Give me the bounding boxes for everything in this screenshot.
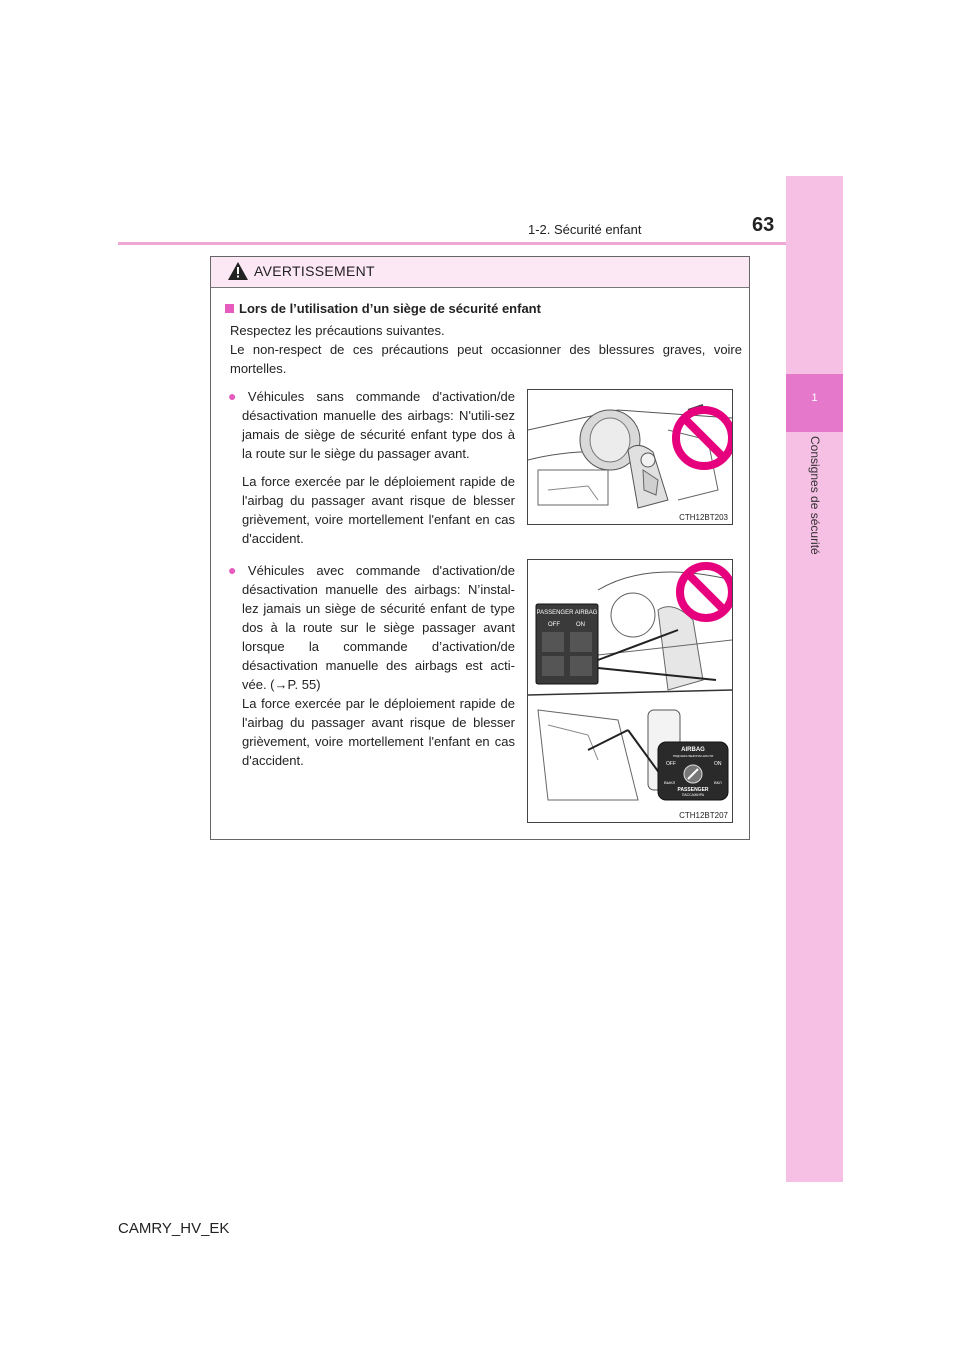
page-number: 63: [752, 214, 775, 236]
switch-bottom: PASSENGER: [677, 787, 709, 793]
figure-code: CTH12BT203: [679, 513, 728, 522]
panel-on: ON: [576, 622, 585, 628]
panel-off: OFF: [548, 622, 560, 628]
warning-title: AVERTISSEMENT: [254, 263, 375, 279]
switch-off-ru: ВЫКЛ: [664, 780, 676, 785]
switch-on-ru: ВКЛ: [714, 780, 722, 785]
switch-on: ON: [714, 761, 722, 767]
prohibited-slash: [685, 419, 723, 457]
switch-top: AIRBAG: [681, 747, 705, 753]
side-tab-label: Consignes de sécurité: [808, 436, 822, 555]
bullet-item-1: [228, 387, 515, 548]
side-tab: [786, 176, 843, 1182]
sub-heading-text: Lors de l’utilisation d’un siège de sécurité enfant: [239, 301, 541, 316]
warning-triangle-icon: [228, 262, 248, 280]
bullet-2-detail: La force exercée par le déploiement rapide de l'airbag du passager avant risque de blesser grièvement, voire mortellement l'enfant en cas d'accident.: [242, 696, 515, 768]
bullet-2-text: Véhicules avec commande d'activation/de désactivation manuelle des airbags: N’instal-lez jamais un siège de sécurité enfant de type dos à la route sur le siège passager avant lorsque la commande d’activation/de désactivation manuelle des airbags est acti-vée. (→P. 55): [242, 563, 515, 692]
header-rule: [118, 242, 786, 245]
prohibited-slash: [688, 574, 724, 610]
switch-top-ru: ПОДУШКА БЕЗОПАСНОСТИ: [672, 754, 714, 758]
bullet-1-text: Véhicules sans commande d'activation/de désactivation manuelle des airbags: N'utili-sez jamais de siège de sécurité enfant type dos à la route sur le siège du passager avant.: [242, 389, 515, 461]
warning-box: [210, 256, 750, 840]
intro-line-1: Respectez les précautions suivantes.: [230, 323, 445, 338]
sub-heading: [225, 301, 541, 316]
bullet-item-2: [228, 561, 515, 770]
warning-header: [211, 257, 749, 288]
figure-airbag-rear-facing-seat: [527, 389, 733, 525]
bullet-1-detail: La force exercée par le déploiement rapide de l'airbag du passager avant risque de blesser grièvement, voire mortellement l'enfant en cas d'accident.: [242, 474, 515, 546]
round-bullet-icon: ●: [228, 388, 245, 404]
square-bullet-icon: [225, 304, 234, 313]
side-tab-number: [786, 374, 843, 432]
round-bullet-icon: ●: [228, 562, 245, 578]
switch-bottom-ru: ПАССАЖИРА: [681, 793, 705, 797]
switch-off: OFF: [666, 761, 676, 767]
side-tab-number-label: 1: [811, 392, 818, 404]
figure-code: CTH12BT207: [679, 811, 728, 820]
intro-text: [230, 321, 742, 378]
intro-line-2: Le non-respect de ces précautions peut occasionner des blessures graves, voire mortelles.: [230, 342, 742, 376]
illustration-passenger-airbag-switch: [528, 560, 732, 822]
model-code: CAMRY_HV_EK: [118, 1220, 230, 1237]
section-title: 1-2. Sécurité enfant: [528, 222, 642, 237]
figure-airbag-switch: [527, 559, 733, 823]
illustration-dashboard-airbag: [528, 390, 732, 524]
panel-title: PASSENGER AIRBAG: [536, 610, 598, 616]
